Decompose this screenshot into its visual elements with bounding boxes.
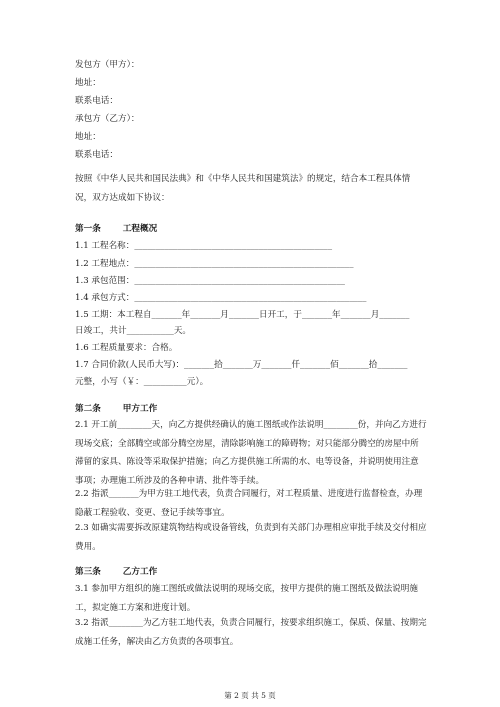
party-a-phone: 联系电话： xyxy=(75,96,118,106)
article1-item: 1.5 工期：本工程自_______年_______月_______日开工，于_______年_______月_______ xyxy=(75,310,410,320)
article1-item: 日竣工，共计___________天。 xyxy=(75,326,192,336)
article1-number: 第一条 xyxy=(75,224,101,234)
article2-number: 第二条 xyxy=(75,404,101,414)
article1-item: 1.4 承包方式：______________________________________________________ xyxy=(75,293,367,303)
article2-heading xyxy=(75,404,157,415)
article3-number: 第三条 xyxy=(75,567,101,577)
article1-item: 1.6 工程质量要求：合格。 xyxy=(75,343,178,353)
article1-item: 元整，小写（￥：__________元）。 xyxy=(75,377,209,387)
party-b-label: 承包方（乙方）： xyxy=(75,114,140,124)
article2-paragraph: 2.3 如确实需要拆改原建筑物结构或设备管线，负责到有关部门办理相应审批手续及交付相应费用。 xyxy=(75,523,427,552)
page-number: 第 2 页 共 5 页 xyxy=(224,691,276,700)
article2-paragraph: 2.2 指派_______为甲方驻工地代表，负责合同履行，对工程质量、进度进行监督检查，办理隐蔽工程验收、变更、登记手续等事宜。 xyxy=(75,489,423,518)
article1-item: 1.1 工程名称：______________________________________________ xyxy=(75,241,333,251)
article3-title: 乙方工作 xyxy=(122,567,158,577)
article3-heading xyxy=(75,567,157,578)
article1-item: 1.7 合同价款(人民币大写)：_______拾_______万_______仟_______佰_______拾_______ xyxy=(75,360,408,370)
article3-paragraph: 3.2 指派________为乙方驻工地代表，负责合同履行，按要求组织施工，保质、保量、按期完成施工任务，解决由乙方负责的各项事宜。 xyxy=(75,618,427,647)
party-b-phone: 联系电话： xyxy=(75,150,118,160)
article1-item: 1.2 工程地点：___________________________________________________ xyxy=(75,259,354,269)
party-a-label: 发包方（甲方）： xyxy=(75,60,140,70)
article2-paragraph: 2.1 开工前________天，向乙方提供经确认的施工图纸或作法说明________份，并向乙方进行现场交底；全部腾空或部分腾空房屋，清除影响施工的障碍物；对只能部分腾空的房屋中所滞留的家具、陈设等采取保护措施；向乙方提供施工所需的水、电等设备，并说明使用注意事项；办理施工所涉及的各种申请、批件等手续。 xyxy=(75,420,427,486)
party-b-address: 地址： xyxy=(75,132,101,142)
article3-paragraph: 3.1 参加甲方组织的施工图纸或做法说明的现场交底，按甲方提供的施工图纸及做法说明施工，拟定施工方案和进度计划。 xyxy=(75,584,418,613)
intro-paragraph: 按照《中华人民共和国民法典》和《中华人民共和国建筑法》的规定，结合本工程具体情况，双方达成如下协议： xyxy=(75,174,411,203)
article1-title: 工程概况 xyxy=(122,224,158,234)
article2-title: 甲方工作 xyxy=(122,404,158,414)
party-a-address: 地址： xyxy=(75,78,101,88)
article1-heading xyxy=(75,224,157,235)
article1-item: 1.3 承包范围：_________________________________________________ xyxy=(75,276,345,286)
